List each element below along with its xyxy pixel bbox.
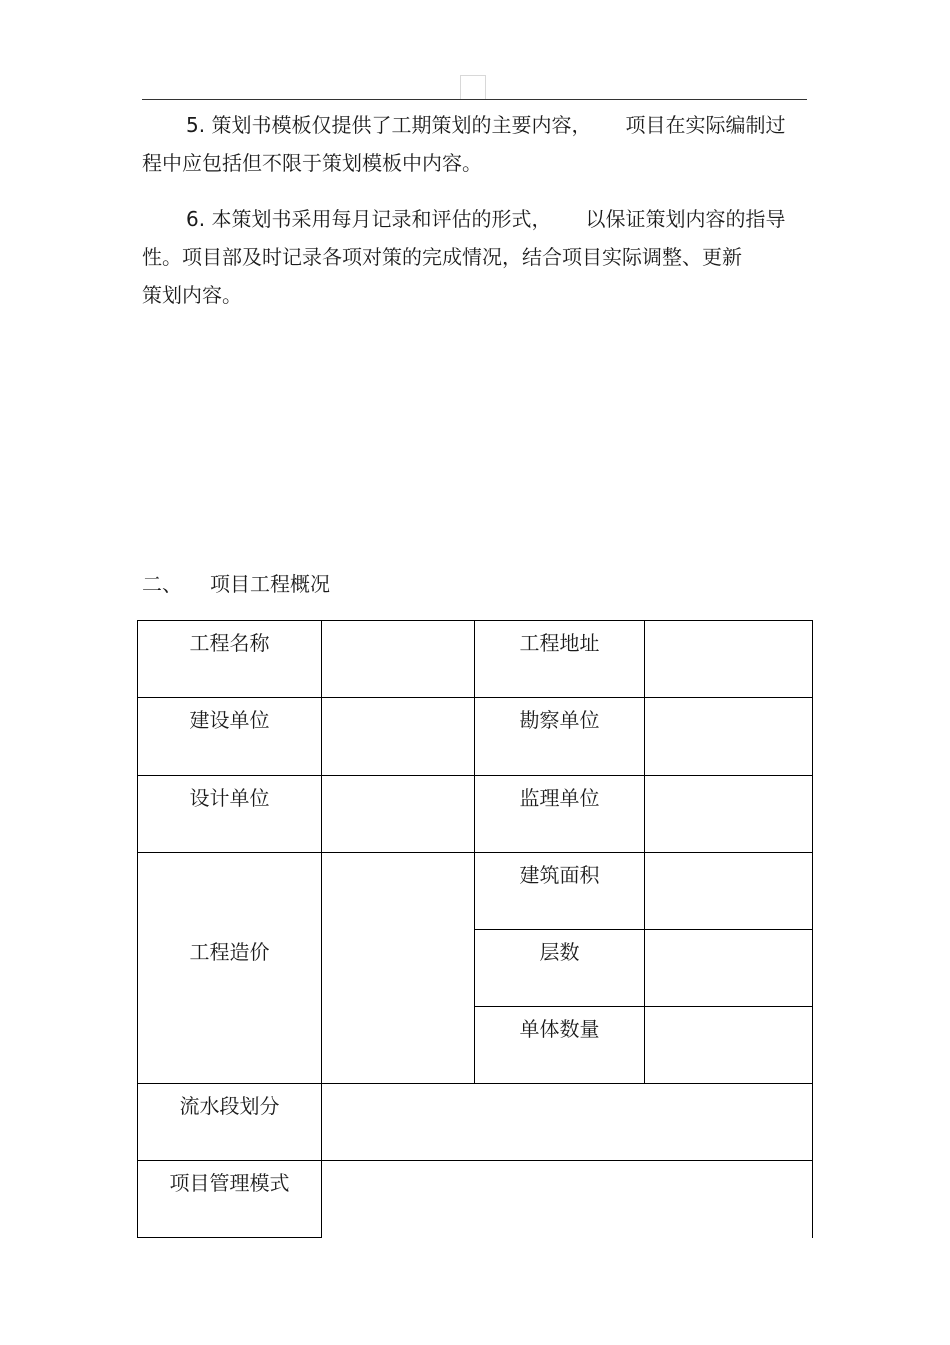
table-value-project-name [322,621,474,697]
header-rule [142,99,807,100]
table-label-flow-section: 流水段划分 [179,1094,280,1118]
section-number: 二、 [142,572,182,596]
table-label-construction-unit: 建设单位 [189,708,270,732]
table-value-survey-unit [645,698,812,775]
table-label-design-unit: 设计单位 [189,786,270,810]
table-label-project-address: 工程地址 [519,631,600,655]
paragraph-line: 性。项目部及时记录各项对策的完成情况，结合项目实际调整、更新 [142,245,742,269]
table-label-survey-unit: 勘察单位 [519,708,600,732]
table-value-management-mode [322,1161,812,1237]
table-label-building-area: 建筑面积 [519,863,600,887]
table-value-design-unit [322,776,474,852]
table-label-project-cost: 工程造价 [189,940,270,964]
table-rule [137,1237,322,1238]
section-heading [142,568,330,600]
table-label-management-mode: 项目管理模式 [169,1171,290,1195]
table-value-floors [645,930,812,1006]
table-value-unit-count [645,1007,812,1083]
table-value-flow-section [322,1084,812,1160]
table-label-floors: 层数 [539,940,580,964]
table-value-project-address [645,621,812,697]
table-label-project-name: 工程名称 [189,631,270,655]
table-value-supervision-unit [645,776,812,852]
paragraph-line: 策划内容。 [142,283,242,307]
section-title: 项目工程概况 [210,572,330,596]
paragraph-line: 5. 策划书模板仅提供了工期策划的主要内容， 项目在实际编制过 [186,113,786,137]
header-box [460,75,486,99]
paragraph-6 [142,200,802,314]
table-value-construction-unit [322,698,474,775]
paragraph-5 [142,106,802,182]
table-label-unit-count: 单体数量 [519,1017,600,1041]
paragraph-line: 6. 本策划书采用每月记录和评估的形式， 以保证策划内容的指导 [186,207,786,231]
table-value-building-area [645,853,812,929]
table-label-supervision-unit: 监理单位 [519,786,600,810]
table-rule [812,620,813,1238]
table-value-project-cost [322,853,474,1083]
paragraph-line: 程中应包括但不限于策划模板中内容。 [142,151,482,175]
